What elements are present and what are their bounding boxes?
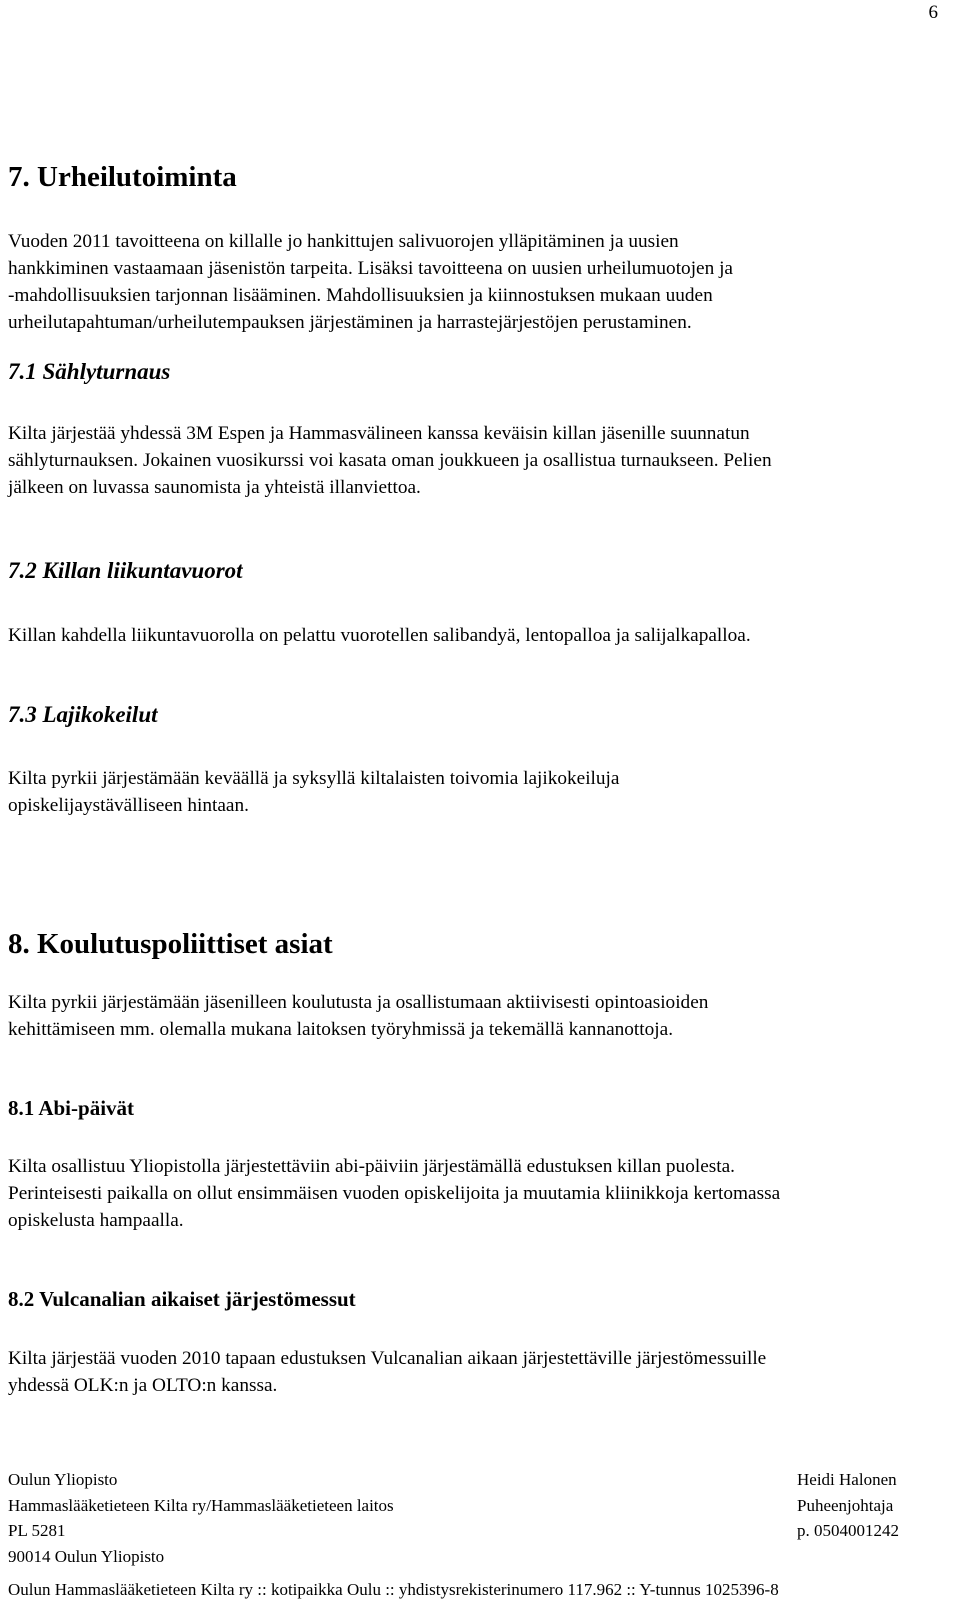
section-8-paragraph bbox=[8, 989, 708, 1043]
paragraph-line: Kilta pyrkii järjestämään keväällä ja syksyllä kiltalaisten toivomia lajikokeiluja bbox=[8, 768, 620, 789]
paragraph-line: opiskelusta hampaalla. bbox=[8, 1210, 184, 1231]
section-7-heading: 7. Urheilutoiminta bbox=[8, 161, 237, 193]
paragraph-line: Kilta osallistuu Yliopistolla järjestettäviin abi-päiviin järjestämällä edustuksen killan puolesta. bbox=[8, 1156, 735, 1177]
paragraph-line: Kilta järjestää vuoden 2010 tapaan edustuksen Vulcanalian aikaan järjestettäville järjestömessuille bbox=[8, 1348, 767, 1369]
footer-contact-name: Heidi Halonen bbox=[797, 1470, 897, 1489]
section-7-paragraph bbox=[8, 228, 733, 336]
footer-address-line: PL 5281 bbox=[8, 1521, 66, 1540]
section-7-2-heading: 7.2 Killan liikuntavuorot bbox=[8, 558, 243, 583]
paragraph-line: jälkeen on luvassa saunomista ja yhteistä illanviettoa. bbox=[8, 477, 421, 498]
paragraph-line: Killan kahdella liikuntavuorolla on pelattu vuorotellen salibandyä, lentopalloa ja salijalkapalloa. bbox=[8, 625, 751, 646]
section-7-3-paragraph bbox=[8, 765, 619, 819]
paragraph-line: -mahdollisuuksien tarjonnan lisääminen. Mahdollisuuksien ja kiinnostuksen mukaan uuden bbox=[8, 285, 713, 306]
paragraph-line: urheilutapahtuman/urheilutempauksen järjestäminen ja harrastejärjestöjen perustaminen. bbox=[8, 312, 692, 333]
section-8-1-paragraph bbox=[8, 1153, 780, 1234]
paragraph-line: Vuoden 2011 tavoitteena on killalle jo hankittujen salivuorojen ylläpitäminen ja uusien bbox=[8, 231, 679, 252]
paragraph-line: Kilta järjestää yhdessä 3M Espen ja Hammasvälineen kanssa keväisin killan jäsenille suunnatun bbox=[8, 423, 750, 444]
paragraph-line: Perinteisesti paikalla on ollut ensimmäisen vuoden opiskelijoita ja muutamia kliinikkoja kertomassa bbox=[8, 1183, 781, 1204]
section-7-3-heading: 7.3 Lajikokeilut bbox=[8, 702, 158, 727]
section-7-2-paragraph bbox=[8, 622, 751, 649]
footer-contact-phone: p. 0504001242 bbox=[797, 1521, 899, 1540]
paragraph-line: yhdessä OLK:n ja OLTO:n kanssa. bbox=[8, 1375, 278, 1396]
footer-address-line: 90014 Oulun Yliopisto bbox=[8, 1546, 165, 1566]
footer-contact-role: Puheenjohtaja bbox=[797, 1495, 894, 1515]
paragraph-line: kehittämiseen mm. olemalla mukana laitoksen työryhmissä ja tekemällä kannanottoja. bbox=[8, 1019, 674, 1040]
paragraph-line: sählyturnauksen. Jokainen vuosikurssi voi kasata oman joukkueen ja osallistua turnaukseen. Pelien bbox=[8, 450, 772, 471]
footer-address-line: Hammaslääketieteen Kilta ry/Hammaslääketieteen laitos bbox=[8, 1495, 394, 1515]
footer-registration-line: Oulun Hammaslääketieteen Kilta ry :: kotipaikka Oulu :: yhdistysrekisterinumero 117.962 :: Y-tunnus 1025396-8 bbox=[8, 1580, 779, 1599]
section-7-1-paragraph bbox=[8, 420, 772, 501]
footer-address bbox=[8, 1467, 394, 1569]
section-8-2-heading: 8.2 Vulcanalian aikaiset järjestömessut bbox=[8, 1287, 356, 1311]
paragraph-line: Kilta pyrkii järjestämään jäsenilleen koulutusta ja osallistumaan aktiivisesti opintoasioiden bbox=[8, 992, 709, 1013]
footer-address-line: Oulun Yliopisto bbox=[8, 1470, 118, 1489]
section-7-1-heading: 7.1 Sählyturnaus bbox=[8, 359, 171, 384]
section-8-2-paragraph bbox=[8, 1345, 766, 1399]
paragraph-line: hankkiminen vastaamaan jäsenistön tarpeita. Lisäksi tavoitteena on uusien urheilumuotojen ja bbox=[8, 258, 733, 279]
footer-contact bbox=[797, 1467, 899, 1544]
section-8-heading: 8. Koulutuspoliittiset asiat bbox=[8, 928, 333, 960]
section-8-1-heading: 8.1 Abi-päivät bbox=[8, 1096, 135, 1120]
paragraph-line: opiskelijaystävälliseen hintaan. bbox=[8, 795, 249, 816]
page-number: 6 bbox=[928, 2, 938, 23]
